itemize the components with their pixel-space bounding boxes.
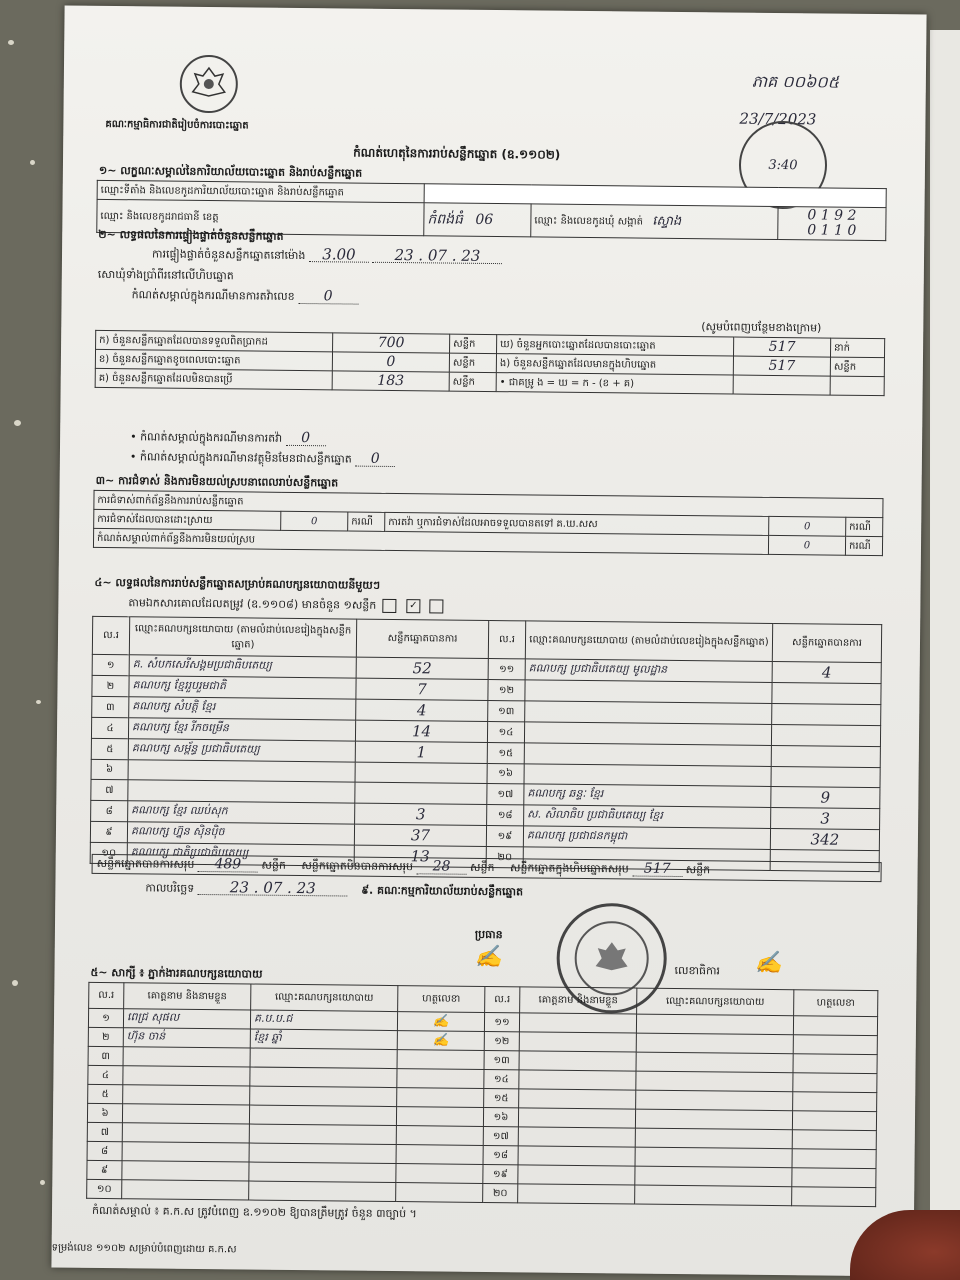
witness-no: ៤ [88,1065,123,1084]
witness-name [123,1085,250,1105]
witness-party [636,1052,793,1073]
witness-name [519,1013,636,1033]
bullet1-line [130,430,326,446]
party-name: គណបក្ស ខ្មែររួបរួមជាតិ [129,676,356,699]
note-fill: (សូមបំពេញបន្ថែមខាងក្រោម) [701,320,822,335]
witness-signature [396,1164,483,1184]
section4-heading: ៤~ លទ្ធផលនៃការរាប់សន្លឹកឆ្នោតសម្រាប់គណបក្សនយោបាយនីមួយៗ [94,575,381,592]
party-no: ២ [92,675,129,696]
count-rvalue [733,375,830,395]
witness-name [122,1123,249,1143]
section3-heading: ៣~ ការជំទាស់ និងការមិនយល់ស្របនាពេលរាប់សន្លឹកឆ្នោត [95,473,339,490]
witness-no: ១៤ [484,1069,519,1088]
witness-party [636,1071,793,1092]
party-name: គណបក្ស សំបត្តិ ខ្មែរ [129,697,356,720]
commune-value: ស្ទោង [652,213,682,229]
total-invalid-label: សន្លឹកឆ្នោតមិនបានការសរុប [301,859,414,874]
witness-party [635,1147,792,1168]
count-rvalue: 517 [733,356,830,376]
witness-name [518,1165,635,1185]
commune-label: ឈ្មោះ និងលេខកូដឃុំ សង្កាត់ [534,214,644,228]
party-no: ១៦ [487,763,524,783]
count-rvalue: 517 [733,337,830,357]
count-runit [830,376,884,396]
committee-name: គណៈកម្មាធិការជាតិរៀបចំការបោះឆ្នោត [105,118,249,132]
province-code: 06 [475,211,494,228]
witness-signature [396,1145,483,1165]
count-time-label: ការផ្ទៀងផ្ទាត់ចំនួនសន្លឹកឆ្នោតនៅម៉ោង [151,247,306,263]
party-votes [771,745,880,767]
witness-no: ១២ [484,1031,519,1050]
party-name: គណបក្ស ហ្វ៊ុន ស៊ិនប៉ិច [127,822,354,845]
witness-signature [793,1073,877,1093]
witness-name [518,1146,635,1166]
witness-no: ១៣ [484,1050,519,1069]
party-no: ១៤ [487,721,524,742]
objection-row1: ការជំទាស់ពាក់ព័ន្ធនឹងការរាប់សន្លឹកឆ្នោត [94,490,883,517]
section2-heading: ២~ លទ្ធផលនៃការផ្ទៀងផ្ទាត់ចំនួនសន្លឹកឆ្នោត [98,227,284,243]
station-code-1: 0 1 9 2 [807,207,857,224]
witness-no: ៧ [87,1122,122,1141]
witness-party [635,1109,792,1130]
count-label: ក) ចំនួនសន្លឹកឆ្នោតដែលបានទទួលពិតប្រាកដ [96,330,333,351]
witness-party [635,1185,792,1206]
witness-party: ខ្មែរ ឆ្នាំ [250,1029,397,1050]
party-no: ១៣ [488,700,525,721]
witness-name [519,1070,636,1090]
witness-party [250,1067,397,1088]
total-box-unit: សន្លឹក [685,863,711,877]
section4-subline-text: តាមឯកសារគោលដែលតម្រូវ (ឧ.១១០៨) មានចំនួន ១សន្លឹក [128,596,377,612]
checkbox-empty-2 [430,599,444,613]
party-no: ១៧ [487,783,524,804]
total-invalid-value: 28 [416,860,466,875]
party-no: ៧ [91,779,128,800]
party-name [525,680,772,704]
count-time-line [152,246,503,264]
party-votes [771,766,880,787]
disagree-value: 0 [768,535,845,555]
party-name: គណបក្ស ឆន្ទៈ ខ្មែរ [524,784,771,808]
witness-no: ៩ [87,1160,122,1179]
party-no: ១១ [488,658,525,679]
w-col-name-left: គោត្តនាម និងនាមខ្លួន [124,983,251,1010]
witness-no: ២០ [483,1183,518,1202]
witness-party [249,1105,396,1126]
witness-party [636,1090,793,1111]
count-label: ខ) ចំនួនសន្លឹកឆ្នោតខូចពេលបោះឆ្នោត [95,349,332,370]
objection-resolved-value: 0 [281,511,348,531]
party-no: ៩ [90,821,127,842]
party-name [524,722,771,746]
party-name: គណបក្ស ខ្មែរ រីកចម្រើន [128,718,355,741]
witness-no: ៥ [88,1084,123,1103]
party-no: ៨ [91,800,128,821]
witness-no: ១១ [484,1012,519,1031]
witness-no: ១៩ [483,1164,518,1183]
party-no: ១៩ [486,825,523,846]
complaint-value: 0 [298,290,358,305]
witness-name [519,1051,636,1071]
party-no: ៥ [91,738,128,759]
witness-signature [793,1016,877,1036]
witness-signature [397,1088,484,1108]
footnote: កំណត់សម្គាល់ ៖ គ.ក.ស ត្រូវបំពេញ ឧ.១១០២ ឱ្យបានត្រឹមត្រូវ ចំនួន ៣ច្បាប់ ។ [91,1203,417,1221]
party-votes: 4 [356,699,488,721]
province-label: ឈ្មោះ និងលេខកូដរាជធានី ខេត្ត [97,199,424,235]
section3-table [93,490,884,556]
count-value: 0 [332,352,449,372]
objection-resolved-label: ការជំទាស់ដែលបានដោះស្រាយ [94,509,281,530]
witness-no: ១០ [87,1179,122,1198]
count-value: 183 [332,371,449,391]
station-code-2: 0 1 1 0 [807,222,857,239]
col-party-right: ឈ្មោះគណបក្សនយោបាយ (តាមលំដាប់លេខរៀងក្នុងសន្លឹកឆ្នោត) [525,621,772,662]
total-invalid-unit: សន្លឹក [469,860,495,875]
count-runit: សន្លឹក [830,357,884,377]
party-votes: 7 [356,678,488,700]
party-votes: 1 [355,741,487,763]
doc-title: កំណត់ហេតុនៃការរាប់សន្លឹកឆ្នោត (ឧ.១១០២) [353,145,561,162]
witness-no: ១៨ [483,1145,518,1164]
station-label: ឈ្មោះទីតាំង និងលេខកូដការិយាល័យបោះឆ្នោត និងរាប់សន្លឹកឆ្នោត [97,180,424,202]
witness-signature [792,1168,876,1188]
party-votes: 9 [771,786,880,808]
witness-party [249,1162,396,1183]
total-valid-unit: សន្លឹក [261,858,286,872]
count-date-value: 23 . 07 . 23 [372,249,502,264]
witness-party [636,1014,793,1035]
date-line [145,880,523,898]
witness-party [249,1124,396,1145]
count-rlabel: ង) ចំនួនសន្លឹកឆ្នោតដែលមានក្នុងហិបឆ្នោត [496,354,733,375]
party-votes [772,703,881,725]
witness-party [635,1128,792,1149]
committee-label: ៩. គណៈកម្មការិយាល័យរាប់សន្លឹកឆ្នោត [361,883,524,899]
col-no-left: ល.រ [92,616,129,654]
count-unit: សន្លឹក [449,372,496,391]
party-no: ៦ [91,759,128,779]
witness-party [250,1048,397,1069]
complaint-line [132,288,359,304]
party-votes: 14 [355,720,487,742]
witness-no: ៨ [87,1141,122,1160]
document-page [51,6,926,1277]
count-unit: សន្លឹក [450,334,497,353]
witness-name [122,1161,249,1181]
party-votes: 37 [354,824,486,846]
w-col-no-right: ល.រ [485,986,520,1012]
witness-signature [396,1107,483,1127]
chair-signature: ✍ [474,944,503,971]
witness-signature [793,1092,877,1112]
witness-no: ១ [88,1008,123,1027]
province-value: កំពង់ធំ [427,210,464,228]
section5-heading: ៥~ សាក្សី ៖ ភ្នាក់ងារគណបក្សនយោបាយ [90,965,263,981]
witness-name [123,1047,250,1067]
party-name: គណបក្ស សម្ព័ន្ធ ប្រជាធិបតេយ្យ [128,739,355,762]
col-party-left: ឈ្មោះគណបក្សនយោបាយ (តាមលំដាប់លេខរៀងក្នុងសន្លឹកឆ្នោត) [129,617,356,657]
count-value: 700 [333,333,450,353]
col-votes-left: សន្លឹកឆ្នោតបានការ [356,619,488,658]
complaint-label: កំណត់សម្គាល់ក្នុងករណីមានការតវ៉ាលេខ [131,288,295,303]
witness-no: ២ [88,1027,123,1046]
witness-signature [396,1183,483,1203]
background-page [930,30,960,1230]
party-votes: 3 [355,803,487,825]
witness-name [519,1089,636,1109]
witness-signature [397,1050,484,1070]
witness-name [518,1108,635,1128]
stamp-date: 23/7/2023 [739,109,817,129]
checkbox-empty [383,599,397,613]
party-votes [355,762,487,783]
count-rlabel: • ជាគម្រូ ង = ឃ = ក - (ខ + គ) [496,373,733,394]
party-no: ១៨ [487,804,524,825]
w-col-sign-left: ហត្ថលេខា [398,986,485,1013]
witness-party: គ.ប.ប.ជ [250,1010,397,1031]
witness-signature [792,1149,876,1169]
bottom-note: ទម្រង់លេខ ១១០២ សម្រាប់បំពេញដោយ គ.ក.ស [51,1242,237,1256]
total-box-label: សន្លឹកឆ្នោតក្នុងហិបឆ្នោតសរុប [509,861,629,876]
w-col-party-left: ឈ្មោះគណបក្សនយោបាយ [251,984,398,1012]
witness-no: ៦ [87,1103,122,1122]
section1-heading: ១~ លក្ខណៈ​សម្គាល់​នៃការិយាល័យបោះឆ្នោត និង​រាប់​សន្លឹកឆ្នោត [98,163,363,180]
witness-signature [792,1187,876,1207]
witness-name: ហ៊ុន ចាន់ [123,1028,250,1048]
party-no: ៤ [91,717,128,738]
count-rlabel: ឃ) ចំនួនអ្នកបោះឆ្នោតដែលបានបោះឆ្នោត [497,335,734,356]
party-votes [355,782,487,804]
witness-name [122,1142,249,1162]
count-time-value: 3.00 [309,248,369,263]
party-votes: 52 [356,657,488,679]
checkbox-checked: ✓ [406,599,420,613]
bullet2-label: • កំណត់សម្គាល់ក្នុងករណីមានវត្ថុមិនមែនជាសន្លឹកឆ្នោត [129,450,352,466]
objection-resolved-unit: ករណី [348,512,385,531]
bullet1-value: 0 [286,432,326,446]
party-no: ៣ [92,696,129,717]
party-name: ស. សិលាធិប ប្រជាធិបតេយ្យ ខ្មែរ [524,805,771,829]
party-name [128,780,355,803]
party-no: ១ [92,654,129,675]
total-box-value: 517 [632,863,682,878]
w-col-party-right: ឈ្មោះគណបក្សនយោបាយ [637,988,794,1016]
witness-signature [793,1035,877,1055]
party-no: ១០ [90,842,127,863]
party-name [525,701,772,725]
witness-name [123,1066,250,1086]
witness-signature [792,1130,876,1150]
witness-signature: ✍ [397,1031,484,1051]
party-no: ២០ [486,846,523,867]
objection-forward-unit: ករណី [846,517,883,536]
stamp-time: 3:40 [768,157,798,173]
witness-name: ពេជ្រ សុផល [123,1009,250,1029]
witness-party [249,1143,396,1164]
section2-table [95,330,886,396]
objection-forward-label: ការតវ៉ា ឬការជំទាស់ដែលអាចទទួលបានតទៅ គ.ឃ.សស [385,512,769,535]
party-name: គណបក្ស ជាតិប្រជាធិបតេយ្យ [127,843,354,866]
witness-name [122,1104,249,1124]
w-col-name-right: គោត្តនាម និងនាមខ្លួន [520,987,637,1014]
disagree-unit: ករណី [845,536,882,555]
party-no: ១២ [488,679,525,700]
date-value: 23 . 07 . 23 [198,881,348,897]
witness-party [250,1086,397,1107]
witness-no: ១៥ [484,1088,519,1107]
bullet2-line [130,450,396,467]
w-col-sign-right: ហត្ថលេខា [794,990,878,1017]
party-votes: 342 [770,828,879,850]
witness-name [518,1184,635,1204]
witness-party [635,1166,792,1187]
witness-signature [793,1054,877,1074]
col-votes-right: សន្លឹកឆ្នោតបានការ [772,623,881,662]
col-no-right: ល.រ [488,620,525,658]
objection-forward-value: 0 [769,516,846,536]
emblem-icon [180,55,239,114]
count-runit: នាក់ [830,338,884,358]
witness-signature: ✍ [397,1012,484,1032]
secretary-label: លេខាធិការ [674,963,721,978]
party-name: គណបក្ស ប្រជាជនកម្ពុជា [523,826,770,850]
party-name: គ. សំបកសេរីសង្គមប្រជាធិបតេយ្យ [129,655,356,678]
date-label: កាលបរិច្ឆេទ [145,881,195,895]
count-unit: សន្លឹក [449,353,496,372]
party-name: គណបក្ស ប្រជាធិបតេយ្យ មូលដ្ឋាន [525,659,772,683]
witness-no: ១៦ [483,1107,518,1126]
party-name: គណបក្ស ខ្មែរ ឈប់សុក [128,801,355,824]
party-results-table [90,616,883,875]
disagree-label: កំណត់សម្គាល់ពាក់ព័ន្ធនឹងការមិនយល់ស្រប [93,528,768,554]
secretary-signature: ✍ [754,950,783,977]
witness-table [86,982,878,1207]
party-name [524,743,771,767]
witness-party [249,1181,396,1202]
stamp-number: ភាគ ០០៦០៥ [751,71,840,92]
section4-subline [128,596,447,613]
party-no: ១៥ [487,742,524,763]
witness-signature [792,1111,876,1131]
w-col-no-left: ល.រ [89,982,124,1008]
witness-name [122,1180,249,1200]
chair-label: ប្រធាន [474,927,503,942]
witness-name [519,1032,636,1052]
party-votes: 4 [772,661,881,683]
witness-party [636,1033,793,1054]
witness-name [518,1127,635,1147]
sealed-line: សោឃុំទាំងប្រាំពីរនៅលើហិបឆ្នោត [97,267,234,283]
witness-signature [397,1069,484,1089]
party-votes [772,682,881,704]
total-valid-value: 489 [198,858,258,873]
party-votes: 3 [771,807,880,829]
party-votes: 13 [354,845,486,867]
party-name [128,760,355,782]
bullet1-label: • កំណត់សម្គាល់ក្នុងករណីមានការតវ៉ា [130,430,283,445]
party-votes [771,724,880,746]
witness-signature [396,1126,483,1146]
party-name [524,764,771,787]
count-label: គ) ចំនួនសន្លឹកឆ្នោតដែលមិនបានប្រើ [95,368,332,389]
bullet2-value: 0 [355,453,395,467]
witness-no: ៣ [88,1046,123,1065]
witness-no: ១៧ [483,1126,518,1145]
total-valid-label: សន្លឹកឆ្នោតបានការសរុប [96,856,195,871]
